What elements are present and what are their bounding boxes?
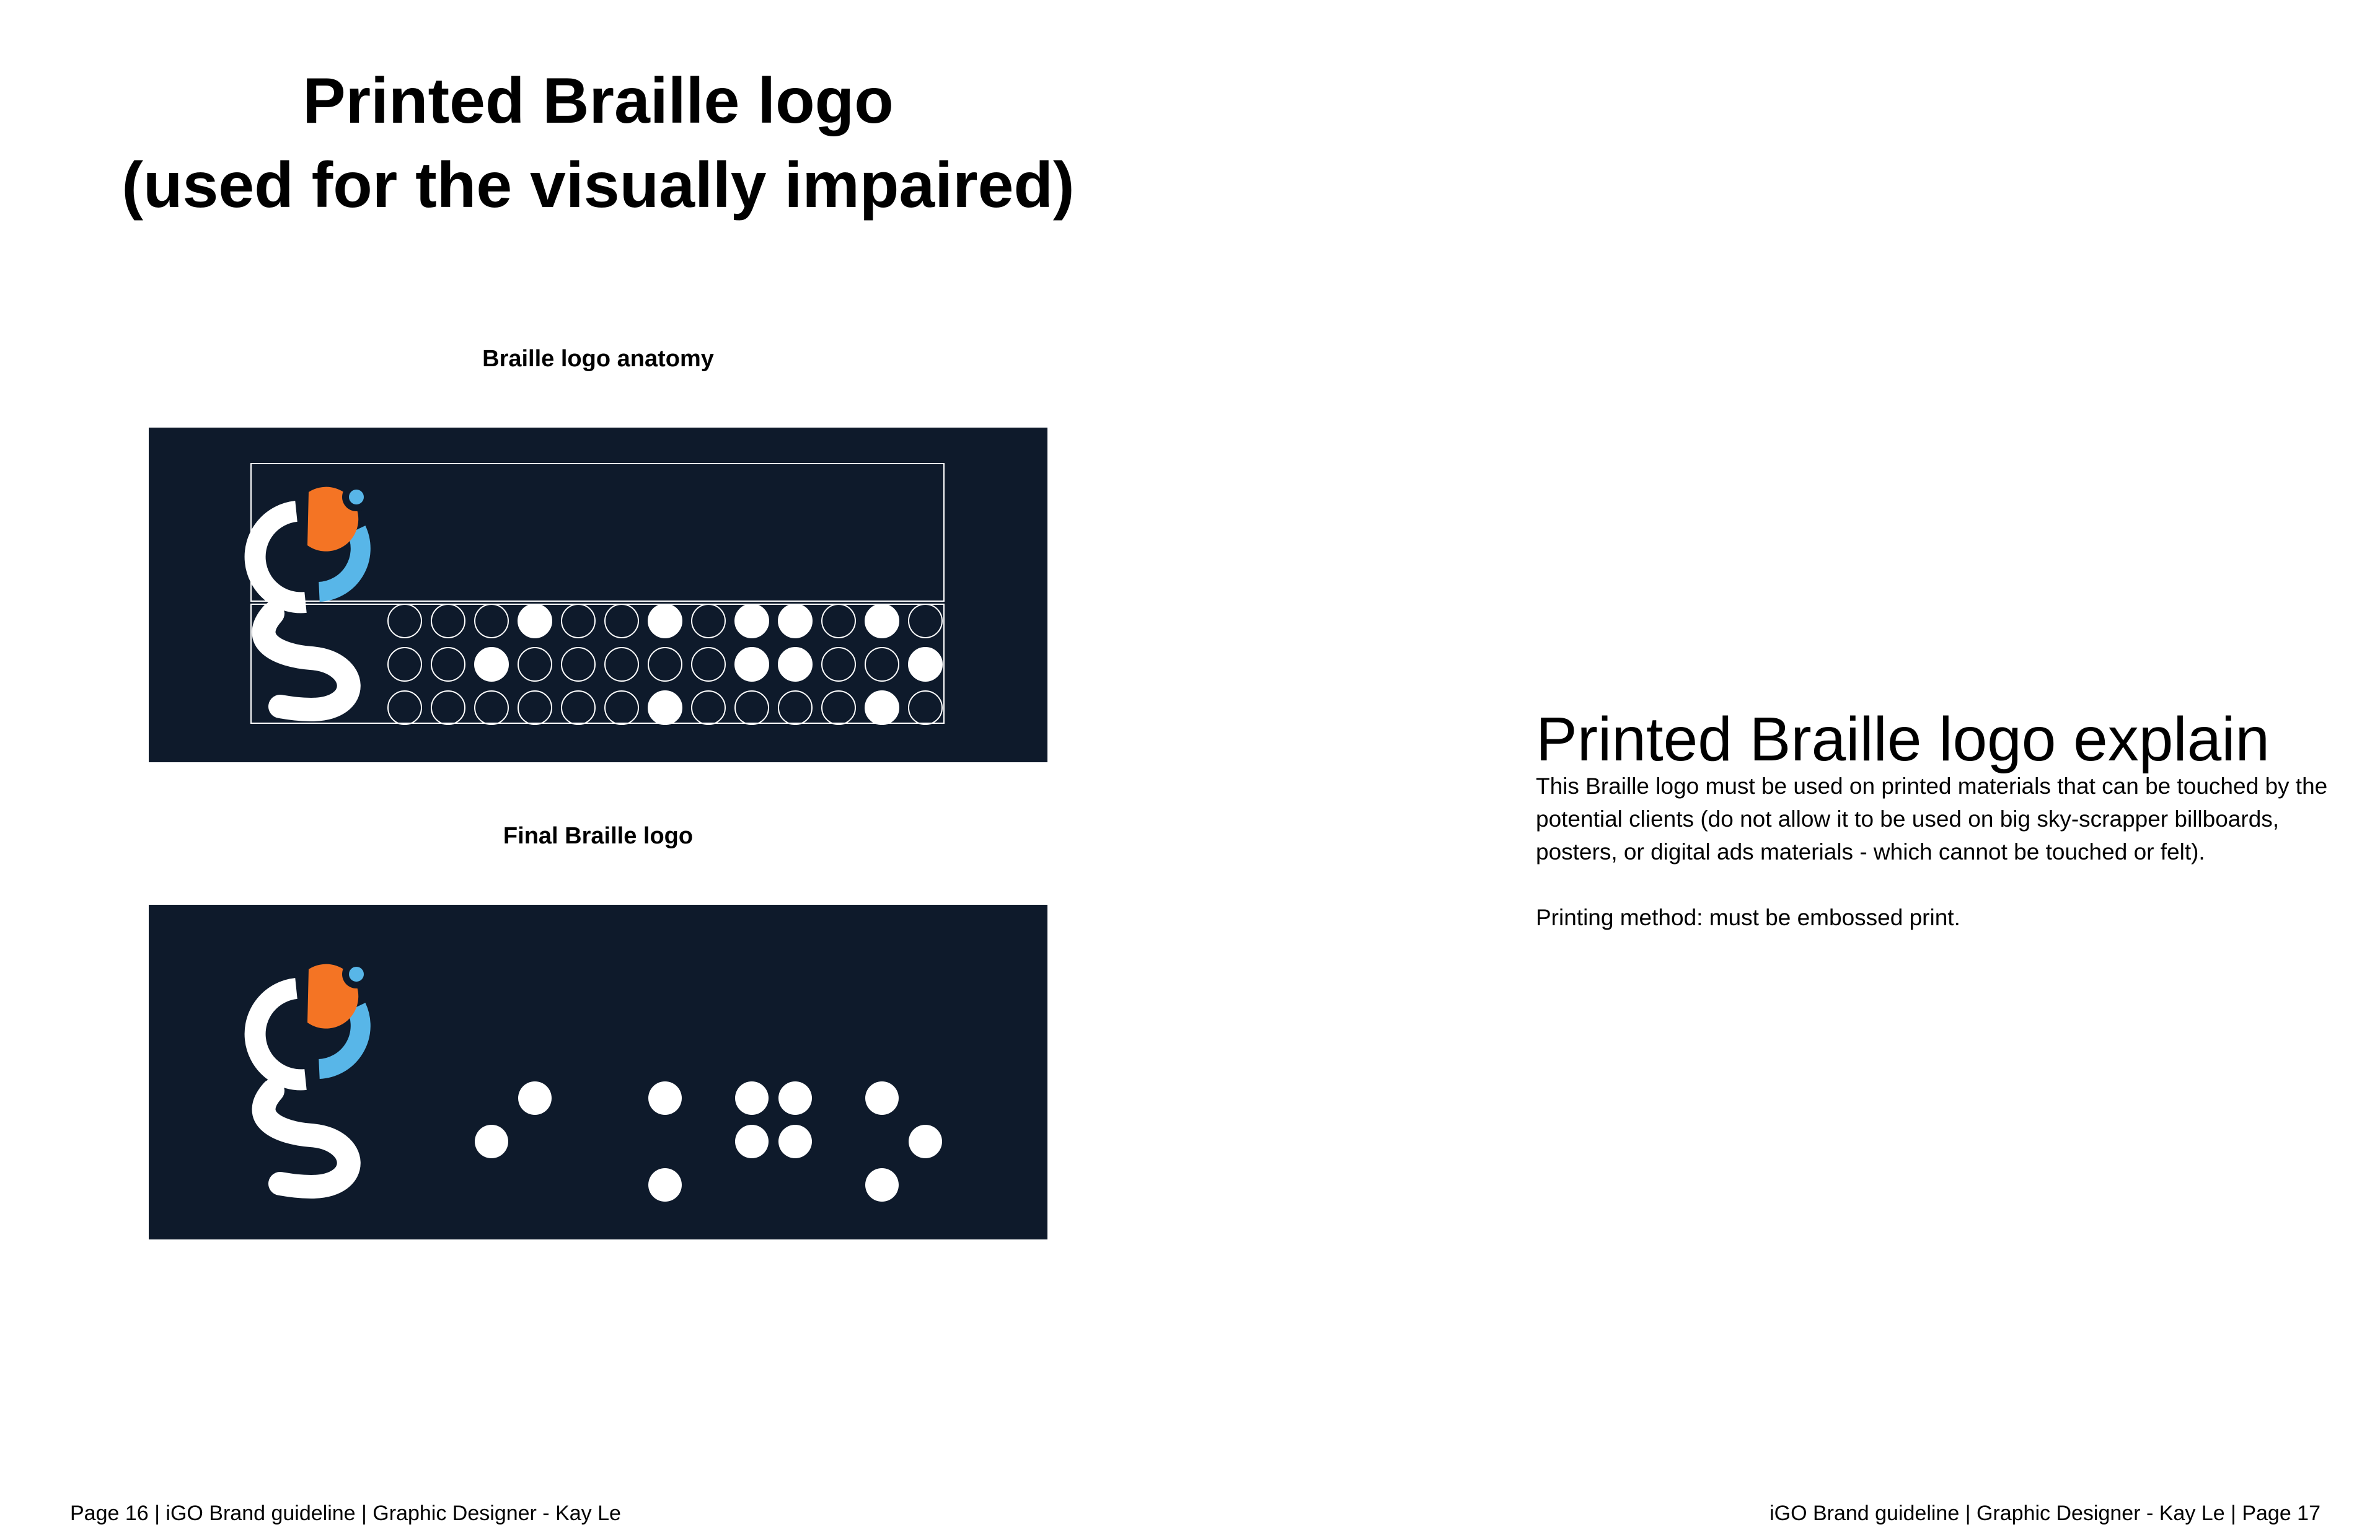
footer-left: Page 16 | iGO Brand guideline | Graphic Designer - Kay Le	[70, 1502, 621, 1525]
explain-title: Printed Braille logo explain	[1536, 705, 2270, 774]
braille-dot-empty	[692, 604, 725, 638]
braille-dot-empty	[562, 648, 595, 681]
braille-dot-empty	[909, 604, 942, 638]
logo-letter-g	[255, 511, 306, 602]
braille-dot-filled	[778, 604, 812, 638]
logo-letter-s	[263, 1091, 348, 1187]
page-title-line-2: (used for the visually impaired)	[121, 149, 1075, 221]
anatomy-panel	[149, 428, 1047, 762]
braille-dot-empty	[648, 648, 682, 681]
anatomy-logo-graphic	[149, 428, 1047, 762]
page-title-line-1: Printed Braille logo	[302, 65, 894, 137]
logo-letter-g	[255, 988, 306, 1080]
logo-letter-s	[263, 614, 348, 710]
braille-dot-empty	[865, 648, 899, 681]
braille-dot-empty	[388, 604, 421, 638]
braille-dot	[518, 1081, 552, 1115]
braille-dot	[865, 1168, 899, 1202]
braille-dot-empty	[388, 691, 421, 724]
braille-dot-filled	[648, 691, 682, 724]
final-panel	[149, 905, 1047, 1239]
braille-dot-empty	[431, 604, 465, 638]
braille-dot-empty	[735, 691, 769, 724]
braille-dot-empty	[518, 691, 552, 724]
braille-dot-empty	[475, 691, 508, 724]
explain-paragraph-1: This Braille logo must be used on printed materials that can be touched by the potential clients (do not allow it to be used on big sky-scrapper billboards, posters, or digital ads materials - which cannot be touched or felt).	[1536, 773, 2328, 865]
braille-dot-empty	[562, 604, 595, 638]
braille-dot-empty	[822, 691, 855, 724]
explain-body	[1536, 770, 2329, 967]
braille-dot-empty	[518, 648, 552, 681]
braille-dot-empty	[605, 648, 638, 681]
braille-dot-empty	[822, 604, 855, 638]
braille-dot-filled	[909, 648, 942, 681]
braille-dot	[735, 1081, 769, 1115]
braille-dot-empty	[562, 691, 595, 724]
braille-dot	[648, 1081, 682, 1115]
braille-dot-empty	[431, 648, 465, 681]
braille-dot-filled	[735, 648, 769, 681]
braille-dot	[735, 1125, 769, 1158]
braille-dot	[475, 1125, 508, 1158]
braille-dot-empty	[822, 648, 855, 681]
grid-box-bottom	[251, 604, 944, 723]
braille-dot-empty	[605, 604, 638, 638]
braille-dot	[778, 1081, 812, 1115]
braille-dots	[475, 1081, 942, 1202]
braille-dot-filled	[865, 691, 899, 724]
braille-dot	[648, 1168, 682, 1202]
braille-dot-filled	[778, 648, 812, 681]
braille-dot-empty	[431, 691, 465, 724]
braille-dot-empty	[692, 691, 725, 724]
braille-dot-grid	[388, 604, 942, 724]
braille-dot-empty	[692, 648, 725, 681]
braille-dot-empty	[475, 604, 508, 638]
braille-dot	[909, 1125, 942, 1158]
explain-paragraph-2: Printing method: must be embossed print.	[1536, 905, 1960, 930]
braille-dot-filled	[518, 604, 552, 638]
braille-dot-empty	[909, 691, 942, 724]
braille-dot	[865, 1081, 899, 1115]
final-label: Final Braille logo	[503, 823, 694, 849]
braille-dot	[778, 1125, 812, 1158]
page-title	[74, 59, 1122, 227]
braille-dot-filled	[475, 648, 508, 681]
braille-dot-empty	[778, 691, 812, 724]
final-logo-graphic	[149, 905, 1047, 1239]
braille-dot-filled	[735, 604, 769, 638]
braille-dot-filled	[648, 604, 682, 638]
anatomy-label: Braille logo anatomy	[482, 346, 714, 372]
braille-dot-empty	[388, 648, 421, 681]
braille-dot-filled	[865, 604, 899, 638]
braille-dot-empty	[605, 691, 638, 724]
footer-right: iGO Brand guideline | Graphic Designer - Kay Le | Page 17	[1770, 1502, 2320, 1525]
